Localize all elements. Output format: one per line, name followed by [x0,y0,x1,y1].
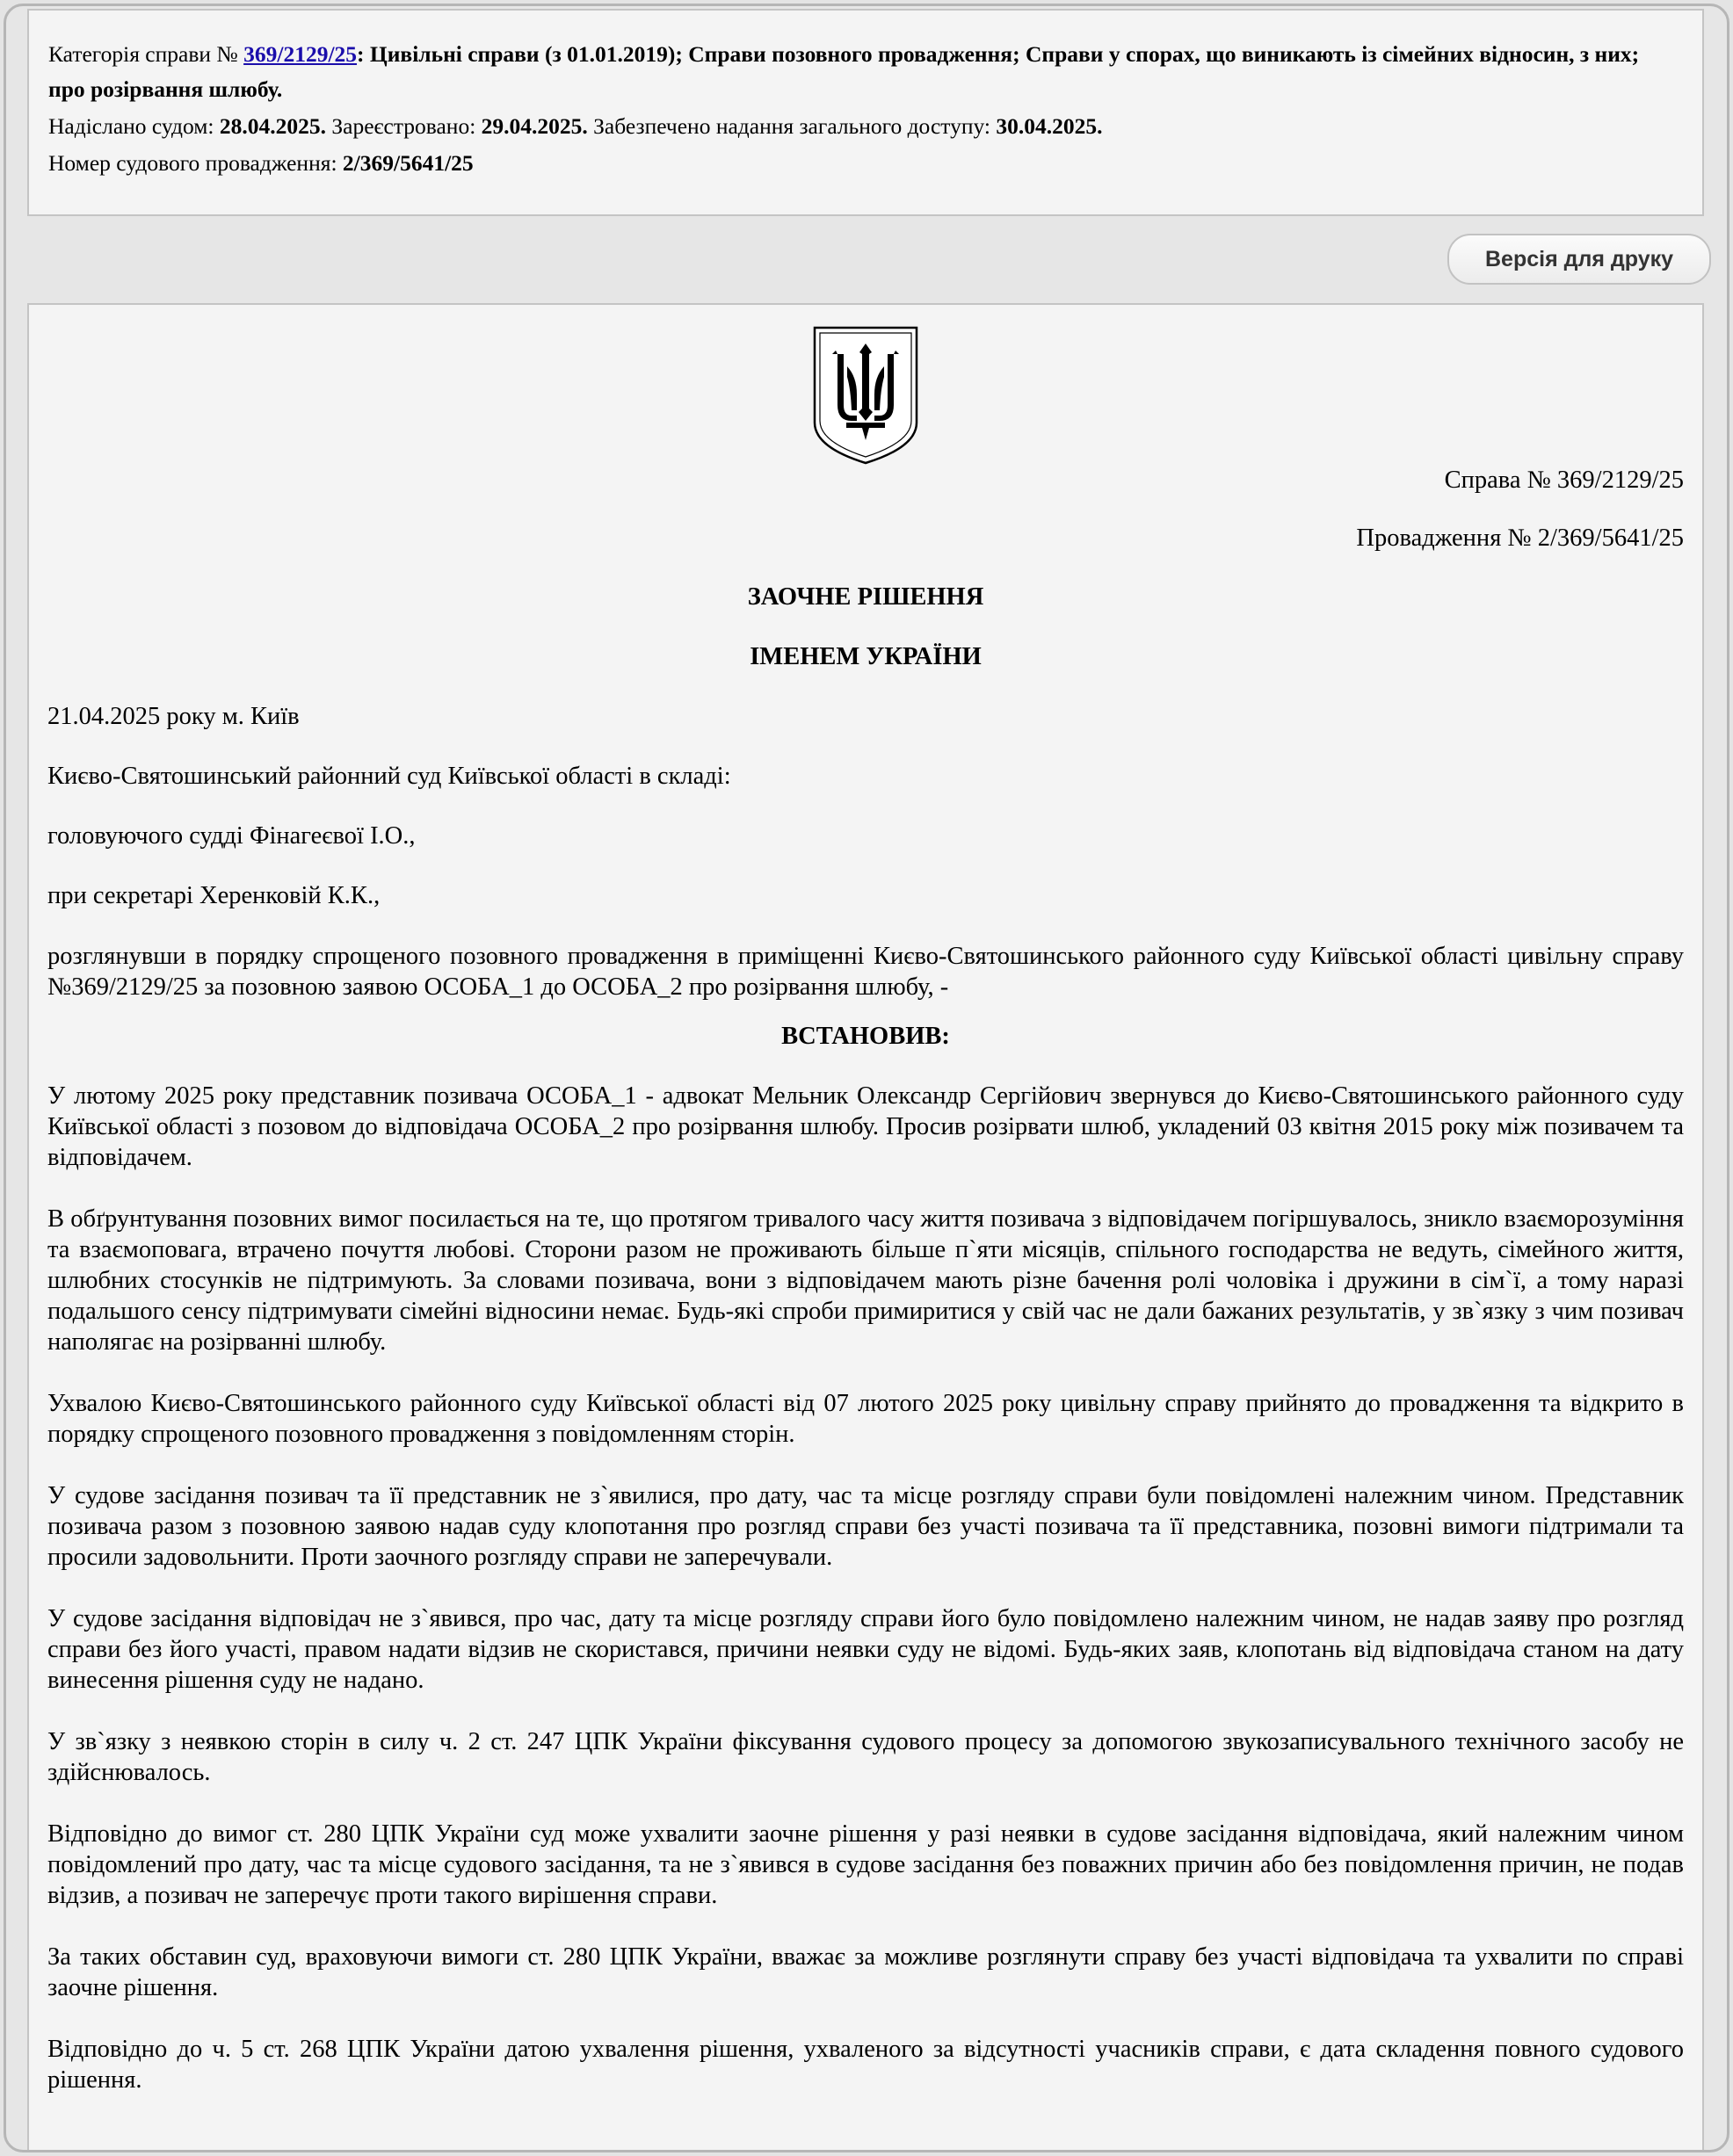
emblem-container [47,305,1684,447]
body-paragraph-3: Ухвалою Києво-Святошинського районного суду Київської області від 07 лютого 2025 року цивільну справу прийнято до провадження та відкрито в порядку спрощеного позовного провадження з повідомленням сторін. [47,1390,1684,1448]
document-body [27,303,1704,2152]
body-paragraph-5: У судове засідання відповідач не з`явився, про час, дату та місце розгляду справи його було повідомлено належним чином, не надав заяву про розгляд справи без його участі, правом надати відзив не скористався, причини неявки суду не відомі. Будь-яких заяв, клопотань від відповідача станом на дату винесення рішення суду не надано. [47,1605,1684,1694]
registered-date: 29.04.2025. [481,113,588,139]
proceeding-number: 2/369/5641/25 [342,150,474,176]
case-number-line: Справа № 369/2129/25 [1444,467,1684,494]
category-text: : Цивільні справи (з 01.01.2019); Справи позовного провадження; Справи у спорах, що виникають із сімейних відносин, з них; про розірвання шлюбу. [48,41,1640,102]
proceeding-line [48,146,1681,181]
proceeding-label: Номер судового провадження: [48,150,343,176]
court-composition: Києво-Святошинський районний суд Київської області в складі: [47,763,731,790]
access-date: 30.04.2025. [996,113,1103,139]
page-frame [4,4,1729,2152]
body-paragraph-7: Відповідно до вимог ст. 280 ЦПК України суд може ухвалити заочне рішення у разі неявки в судове засідання відповідача, який належним чином повідомлений про дату, час та місце судового засідання, та не з`явився в судове засідання без поважних причин або без повідомлення причин, не подав відзив, а позивач не заперечує проти такого вирішення справи. [47,1820,1684,1909]
dates-line [48,109,1681,144]
access-label: Забезпечено надання загального доступу: [587,113,997,139]
body-paragraph-2: В обґрунтування позовних вимог посилається на те, що протягом тривалого часу життя позивача з відповідачем погіршувалось, зникло взаєморозуміння та взаємоповага, втрачено почуття любові. Сторони разом не проживають більше п`яти місяців, спільного господарства не ведуть, сімейного життя, шлюбних стосунків не підтримують. За словами позивача, вони з відповідачем мають різне бачення ролі чоловіка і дружини в сім`ї, а тому наразі подальшого сенсу підтримувати сімейні відносини немає. Будь-які спроби примиритися у свій час не дали бажаних результатів, у зв`язку з чим позивач наполягає на розірванні шлюбу. [47,1205,1684,1356]
decision-subtitle: ІМЕНЕМ УКРАЇНИ [750,643,982,670]
sent-label: Надіслано судом: [48,113,220,139]
body-paragraph-9: Відповідно до ч. 5 ст. 268 ЦПК України датою ухвалення рішення, ухваленого за відсутності учасників справи, є дата складення повного судового рішення. [47,2036,1684,2094]
presiding-judge: головуючого судді Фінагеєвої І.О., [47,822,416,850]
established-heading: ВСТАНОВИВ: [781,1023,950,1050]
sent-date: 28.04.2025. [219,113,327,139]
coat-of-arms-icon [811,324,920,465]
case-number-link[interactable]: 369/2129/25 [243,41,358,67]
court-secretary: при секретарі Херенковій К.К., [47,882,381,909]
print-version-button[interactable]: Версія для друку [1447,234,1711,285]
date-place: 21.04.2025 року м. Київ [47,703,300,730]
case-info-panel [27,9,1704,216]
category-line [48,37,1681,107]
body-paragraph-4: У судове засідання позивач та її представник не з`явилися, про дату, час та місце розгляду справи були повідомлені належним чином. Представник позивача разом з позовною заявою надав суду клопотання про розгляд справи без участі позивача та її представника, позовні вимоги підтримали та просили задовольнити. Проти заочного розгляду справи не заперечували. [47,1482,1684,1571]
decision-title: ЗАОЧНЕ РІШЕННЯ [747,583,984,611]
considered-paragraph: розглянувши в порядку спрощеного позовного провадження в приміщенні Києво-Святошинського районного суду Київської області цивільну справу №369/2129/25 за позовною заявою ОСОБА_1 до ОСОБА_2 про розірвання шлюбу, - [47,943,1684,1001]
body-paragraph-6: У зв`язку з неявкою сторін в силу ч. 2 ст. 247 ЦПК України фіксування судового процесу за допомогою звукозаписувального технічного засобу не здійснювалось. [47,1728,1684,1786]
body-paragraph-8: За таких обставин суд, враховуючи вимоги ст. 280 ЦПК України, вважає за можливе розглянути справу без участі відповідача та ухвалити по справі заочне рішення. [47,1943,1684,2001]
registered-label: Зареєстровано: [326,113,482,139]
proceeding-number-line: Провадження № 2/369/5641/25 [1356,525,1684,552]
category-prefix: Категорія справи № [48,41,244,67]
body-paragraph-1: У лютому 2025 року представник позивача ОСОБА_1 - адвокат Мельник Олександр Сергійович звернувся до Києво-Святошинського районного суду Київської області з позовом до відповідача ОСОБА_2 про розірвання шлюбу. Просив розірвати шлюб, укладений 03 квітня 2015 року між позивачем та відповідачем. [47,1082,1684,1171]
